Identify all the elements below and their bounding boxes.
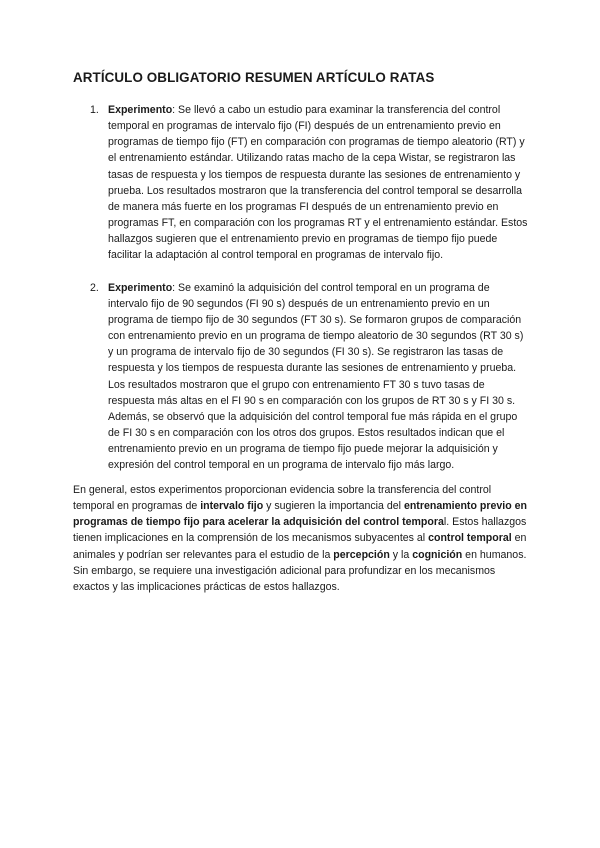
experiment-heading: Experimento [108,281,173,294]
conclusion-emphasis: cognición [412,548,463,561]
conclusion-emphasis: intervalo fijo [200,500,264,513]
conclusion-text: l. Estos hallazgos tienen implicaciones en la comprensión de los mecanismos subyacentes al [73,516,527,545]
experiment-text: : Se llevó a cabo un estudio para examinar la transferencia del control temporal en programas de intervalo fijo (FI) después de un entrenamiento previo en programas de tiempo fijo (FT) en comparación con programas de tiempo aleatorio (RT) y el entrenamiento estándar. Utilizando ratas macho de la cepa Wistar, se registraron las tasas de respuesta y los tiempos de respuesta durante las sesiones de entrenamiento y prueba. Los resultados mostraron que la transferencia del control temporal se desarrolla de manera más fuerte en los programas FI después de un entrenamiento previo en programas FT, en comparación con los programas RT y el entrenamiento estándar. Estos hallazgos sugieren que el entrenamiento previo en programas de tiempo fijo puede facilitar la adaptación al control temporal en programas de intervalo fijo. [108,104,528,262]
experiment-heading: Experimento [108,104,173,116]
experiment-list [90,102,530,473]
conclusion-text: y sugieren la importancia del [263,500,404,513]
conclusion-text: en animales y podrían ser relevantes para el estudio de la [73,532,527,561]
conclusion-text: y la [389,548,413,561]
list-number: 2. [90,281,99,294]
conclusion-paragraph [73,482,529,595]
conclusion-emphasis: percepción [333,548,390,561]
conclusion-emphasis: control temporal [428,532,512,545]
list-number: 1. [90,104,99,116]
experiment-item-1 [90,102,530,264]
conclusion-text: en humanos. Sin embargo, se requiere una investigación adicional para profundizar en los mecanismos exactos y las implicaciones prácticas de estos hallazgos. [73,548,527,593]
experiment-text: : Se examinó la adquisición del control temporal en un programa de intervalo fijo de 90 segundos (FI 90 s) después de un entrenamiento previo en un programa de tiempo fijo de 30 segundos (FT 30 s). Se formaron grupos de comparación con entrenamiento previo en un programa de tiempo aleatorio de 30 segundos (RT 30 s) y un programa de intervalo fijo de 30 segundos (FI 30 s). Se registraron las tasas de respuesta y los tiempos de respuesta durante las sesiones de entrenamiento y prueba. Los resultados mostraron que el grupo con entrenamiento FT 30 s tuvo tasas de respuesta más altas en el FI 90 s en comparación con los grupos de RT 30 s y FI 30 s. Además, se observó que la adquisición del control temporal fue más rápida en el grupo de FI 30 s en comparación con los otros dos grupos. Estos resultados indican que el entrenamiento previo en un programa de tiempo fijo puede mejorar la adquisición y expresión del control temporal en un programa de intervalo fijo más largo. [108,281,524,472]
conclusion-emphasis: entrenamiento previo en programas de tiempo fijo para acelerar la adquisición del control tempora [73,500,527,529]
experiment-item-2 [90,280,530,474]
document-title: ARTÍCULO OBLIGATORIO RESUMEN ARTÍCULO RATAS [73,70,435,85]
conclusion-text: En general, estos experimentos proporcionan evidencia sobre la transferencia del control temporal en programas de [73,484,492,513]
